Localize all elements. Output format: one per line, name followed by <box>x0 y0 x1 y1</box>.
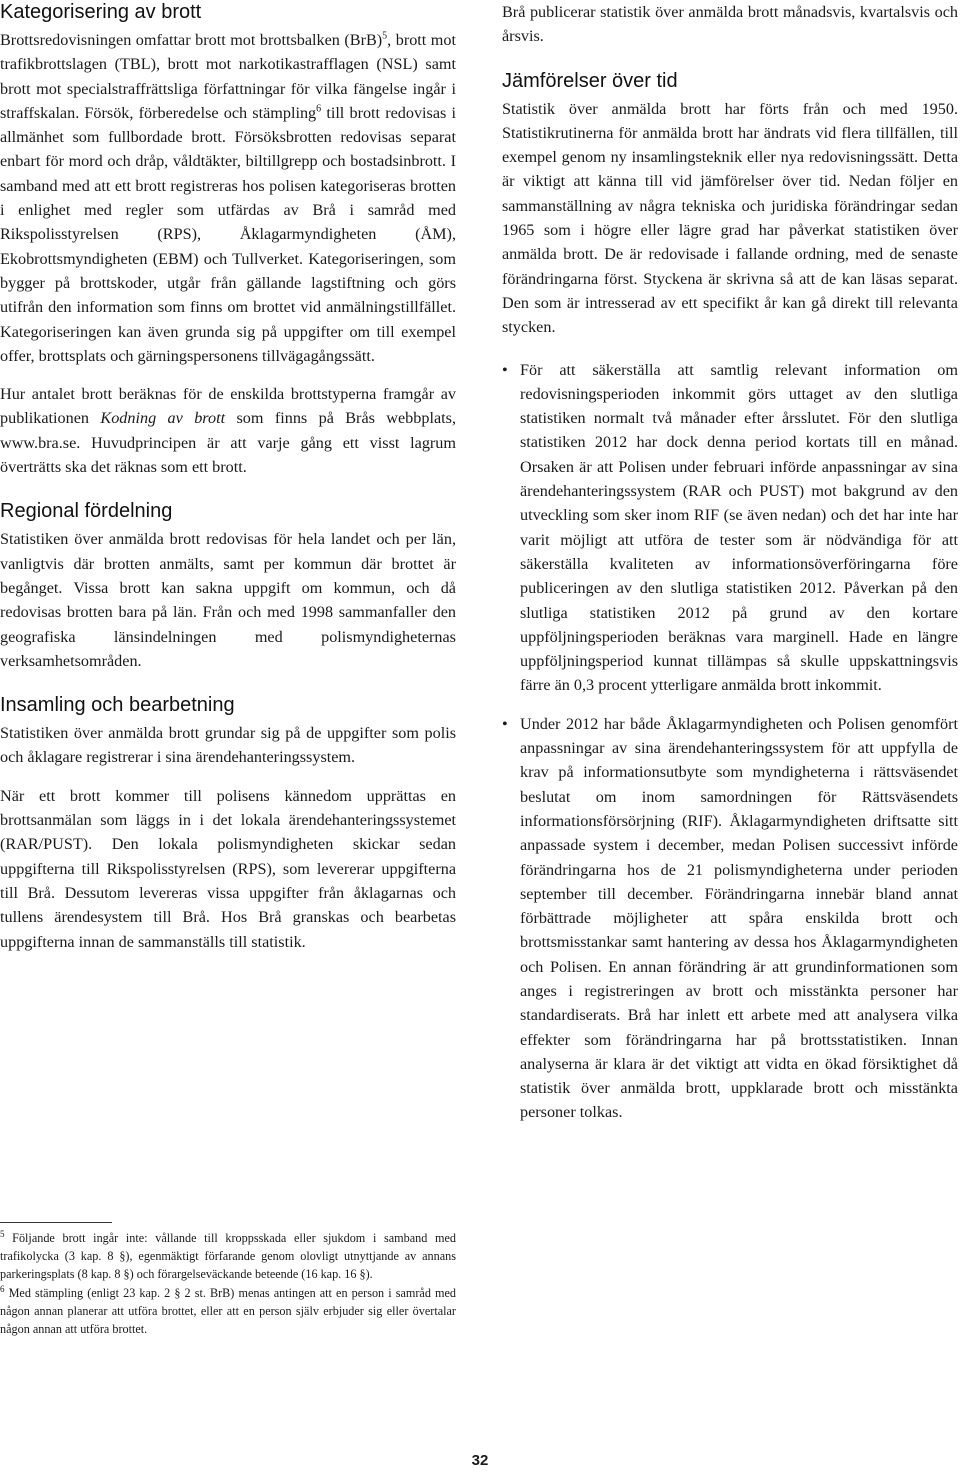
section-heading-kategorisering: Kategorisering av brott <box>0 1 202 23</box>
footnote-text: Följande brott ingår inte: vållande till kroppsskada eller sjukdom i samband med trafikolycka (3 kap. 8 §), egenmäktigt förfarande genom olovligt utnyttjande av annans parkeringsplats (8 kap. 8 §) och förargelseväckande beteende (16 kap. 16 §). <box>0 1231 456 1282</box>
footnote-5 <box>0 1229 456 1284</box>
page-number: 32 <box>471 1452 489 1469</box>
footnote-ref-6[interactable]: 6 <box>316 103 322 115</box>
list-item-text: För att säkerställa att samtlig relevant information om redovisningsperioden inkommit görs uttaget av den slutliga statistiken normalt två månader efter årsslutet. För den slutliga statistiken 2012 har dock denna period kortats till en månad. Orsaken är att Polisen under februari införde anpassningar av sina ärendehanteringssystem (RAR och PUST) mot bakgrund av den utveckling som sker inom RIF (se även nedan) och det har inte har varit möjligt att utföra de tester som är nödvändiga för att säkerställa kvaliteten av informationsöverföringarna före publiceringen av den slutliga statistiken 2012. Påverkan på den slutliga statistiken 2012 på grund av den kortare uppföljningsperioden beräknas vara marginell. Hade en längre uppföljningsperiod kunnat tillämpas så skulle uppskattningsvis färre än 0,3 procent ytterligare anmälda brott inkommit. <box>520 360 958 695</box>
section-heading-insamling: Insamling och bearbetning <box>0 694 235 717</box>
right-column <box>502 0 958 1125</box>
bullet-icon: • <box>502 714 508 733</box>
text-run: till brott redovisas i allmänhet som fullbordade brott. Försöksbrotten redovisas separat enbart för mord och dråp, våldtäkter, biltillgrepp och bostadsinbrott. I samband med att ett brott registreras hos polisen kategoriseras brotten i enlighet med regler som utfärdas av Brå i samråd med Rikspolisstyrelsen (RPS), Åklagarmyndigheten (ÅM), Ekobrottsmyndigheten (EBM) och Tullverket. Kategoriseringen, som bygger på brottskoder, utgår från gällande lagstiftning och görs utifrån den information som finns om brottet vid anmälningstillfället. Kategoriseringen kan även grunda sig på uppgifter om till exempel offer, brottsplats och gärningspersonens tillvägagångssätt. <box>0 103 457 365</box>
paragraph-intro: Brå publicerar statistik över anmälda brott månadsvis, kvartalsvis och årsvis. <box>502 3 958 46</box>
paragraph-jamforelser-1: Statistik över anmälda brott har förts från och med 1950. Statistikrutinerna för anmälda brott har ändrats vid flera tillfällen, till exempel genom ny insamlingsteknik eller nya redovisningssätt. Detta är viktigt att känna till vid jämförelser över tid. Nedan följer en sammanställning av några tekniska och juridiska förändringar sedan 1965 som i högre eller lägre grad har påverkat statistiken över anmälda brott. De är redovisade i fallande ordning, med de senaste förändringarna först. Styckena är skrivna så att de kan läsas separat. Den som är intresserad av ett specifikt år kan gå direkt till relevanta stycken. <box>502 99 958 337</box>
footnote-number: 6 <box>0 1283 5 1294</box>
paragraph-kategorisering-1 <box>0 28 456 368</box>
footnote-ref-5[interactable]: 5 <box>382 30 388 42</box>
text-run: som finns på Brås webbplats, www.bra.se. Huvudprincipen är att varje gång ett visst lagrum överträtts ska det räknas som ett brott. <box>0 409 456 477</box>
section-heading-jamforelser: Jämförelser över tid <box>502 69 678 92</box>
list-item <box>502 712 958 1125</box>
paragraph-regional-1: Statistiken över anmälda brott redovisas för hela landet och per län, vanligtvis där brotten anmälts, samt per kommun där brottet är begånget. Vissa brott kan sakna uppgift om kommun, och då redovisas brotten bara på län. Från och med 1998 sammanfaller den geografiska länsindelningen med polismyndigheternas verksamhetsområden. <box>0 530 456 670</box>
footnote-6 <box>0 1284 456 1339</box>
footnote-rule <box>0 1222 112 1223</box>
footnote-text: Med stämpling (enligt 23 kap. 2 § 2 st. BrB) menas antingen att en person i samråd med någon annan planerar att utföra brottet, eller att en person själv erbjuder sig eller övertalar någon annan att utföra brottet. <box>0 1285 456 1337</box>
paragraph-insamling-1: Statistiken över anmälda brott grundar sig på de uppgifter som polis och åklagare registrerar i sina ärendehanteringssystem. <box>0 724 456 767</box>
text-run: Hur antalet brott beräknas för de enskilda brottstyperna framgår av publikationen <box>0 385 456 428</box>
section-heading-regional: Regional fördelning <box>0 500 173 523</box>
publication-title: Kodning av brott <box>100 409 226 428</box>
paragraph-kategorisering-2 <box>0 382 456 479</box>
text-run: Brottsredovisningen omfattar brott mot brottsbalken (BrB) <box>0 31 383 49</box>
list-item <box>502 358 958 698</box>
text-run: , brott mot trafikbrottslagen (TBL), brott mot narkotikastrafflagen (NSL) samt brott mot specialstraffrättsliga författningar för vilka fängelse ingår i straffskalan. Försök, förberedelse och stämpling <box>0 31 456 122</box>
footnotes <box>0 1222 456 1338</box>
list-item-text: Under 2012 har både Åklagarmyndigheten och Polisen genomfört anpassningar av sina ärendehanteringssystem för att uppfylla de krav på informationsutbyte som myndigheterna i rättsväsendet beslutat om inom samordningen för Rättsväsendets informationsförsörjning (RIF). Åklagarmyndigheten driftsatte sitt anpassade system i december, medan Polisen successivt införde förändringarna hos de 21 polismyndigheterna under perioden september till december. Förändringarna innebär bland annat förbättrade möjligheter att spåra enskilda brott och brottsmisstankar samt hantering av dessa hos Åklagarmyndigheten och Polisen. En annan förändring är att grundinformationen som anges i registreringen av brott och misstänkta personer har standardiserats. Brå har inlett ett arbete med att analysera vilka effekter som förändringarna har på brottsstatistiken. Innan analyserna är klara är det viktigt att vidta en ökad försiktighet då statistik över anmälda brott, uppklarade brott och misstänkta personer tolkas. <box>520 714 958 1122</box>
left-column <box>0 0 456 954</box>
changes-list <box>502 358 958 1125</box>
paragraph-insamling-2: När ett brott kommer till polisens kännedom upprättas en brottsanmälan som läggs in i det lokala ärendehanteringssystemet (RAR/PUST). Den lokala polismyndigheten skickar sedan uppgifterna till Rikspolisstyrelsen (RPS), som levererar uppgifterna till Brå. Dessutom levereras vissa uppgifter från åklagarnas och tullens ärendesystem till Brå. Hos Brå granskas och bearbetas uppgifterna innan de sammanställs till statistik. <box>0 786 456 951</box>
bullet-icon: • <box>502 360 508 379</box>
footnote-number: 5 <box>0 1228 5 1239</box>
